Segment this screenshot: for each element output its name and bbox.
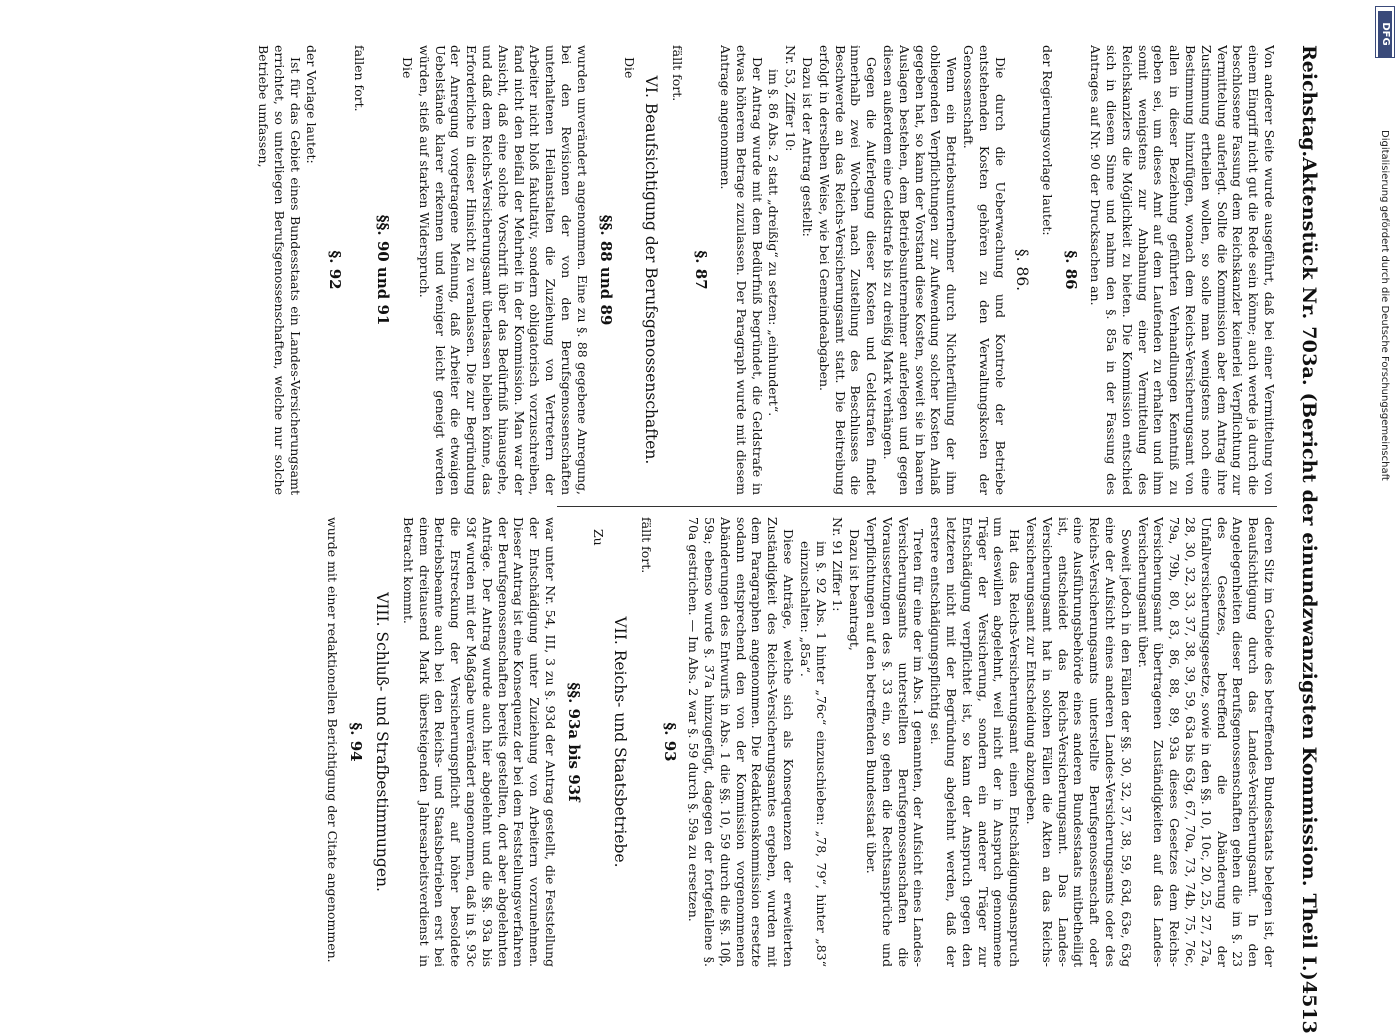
paragraph: Der Antrag wurde mit dem Bedürfniß begründet, die Geldstrafe in etwas höherem Betrage zuzulassen. Der Paragraph wurde mit diesem Antrage angenommen. [718, 45, 765, 495]
paragraph: Zu [590, 529, 606, 546]
paragraph: deren Sitz im Gebiete des betreffenden Bundesstaats belegen ist, der Beaufsichtigung durch das Landes-Versicherungsamt. In den Angelegenheiten dieser Berufsgenossenschaften gehen die im §. 23 des Gesetzes, betreffend die Abänderung der Unfallversicherungsgesetze, sowie in den §§. 10, 10c, 20, 25, 27, 27a, 28, 30, 32, 33, 37, 38, 39, 59, 63a bis 63g, 67, 70a, 73, 74b, 75, 76c, 79a, 79b, 80, 83, 86, 88, 89, 93a dieses Gesetzes dem Reichs-Versicherungsamt übertragenen Zuständigkeiten auf das Landes-Versicherungsamt über. [1135, 517, 1277, 967]
chapter-heading: VIII. Schluß- und Strafbestimmungen. [372, 592, 391, 892]
section-heading: §§. 90 und 91 [374, 214, 393, 326]
paragraph: Die [399, 57, 415, 79]
section-heading: §. 86 [1062, 250, 1081, 290]
credit-text: Digitalisierung gefördert durch die Deutsche Forschungsgemeinschaft [1379, 130, 1390, 481]
dfg-logo-text: DFG [1378, 11, 1392, 57]
paragraph: Soweit jedoch in den Fällen der §§. 30, 32, 37, 38, 59, 63d, 63e, 63g eine der Aufsicht eines anderen Landes-Versicherungsamts oder des Reichs-Versicherungsamts unterstellte Berufsgenossenschaft oder eine Ausführungsbehörde eines anderen Bundesstaats mitbetheiligt ist, entscheidet das Reichs-Versicherungsamt. Das Landes-Versicherungsamt hat in solchen Fällen die Akten an das Reichs-Versicherungsamt zur Entscheidung abzugeben. [1024, 517, 1134, 967]
paragraph: der Regierungsvorlage lautet: [1040, 45, 1056, 236]
paragraph: im §. 92 Abs. 1 hinter „76c“ einzuschieben: „78, 79“, hinter „83“ einzuschalten: „85a“. [797, 541, 829, 967]
rotated-page-content [85, 45, 1325, 1034]
paragraph: fällt fort. [638, 517, 654, 574]
page-number: 4513 [1298, 980, 1320, 1034]
paragraph: Die [622, 57, 638, 79]
chapter-heading: VII. Reichs- und Staatsbetriebe. [610, 616, 629, 868]
section-heading: §. 87 [692, 250, 711, 290]
paragraph: Treten für eine der im Abs. 1 genannten, der Aufsicht eines Landes-Versicherungsamts unterstellten Berufsgenossenschaften die Voraussetzungen des §. 33 ein, so gehen die Rechtsansprüche und Verpflichtungen auf den betreffenden Bundesstaat über. [864, 517, 927, 967]
paragraph: Die durch die Ueberwachung und Kontrole der Betriebe entstehenden Kosten gehören zu den Verwaltungskosten der Genossenschaft. [961, 45, 1008, 495]
paragraph: Wenn ein Betriebsunternehmer durch Nichterfüllung der ihm obliegenden Verpflichtungen zur Aufwendung solcher Kosten Anlaß gegeben hat, so kann der Vorstand diese Kosten, soweit sie in baaren Auslagen bestehen, dem Betriebsunternehmer auferlegen und gegen diesen außerdem eine Geldstrafe bis zu dreißig Mark verhängen. [881, 45, 960, 495]
right-column [97, 517, 1277, 967]
section-heading: §§. 93a bis 93f [564, 682, 583, 802]
paragraph: Dazu ist der Antrag gestellt: [800, 57, 816, 237]
section-heading: §§. 88 und 89 [596, 214, 615, 326]
paragraph: Gegen die Auferlegung dieser Kosten und Geldstrafen findet innerhalb zwei Wochen nach Zustellung des Beschlusses die Beschwerde an das Reichs-Versicherungsamt statt. Die Beitreibung erfolgt in derselben Weise, wie bei Gemeindeabgaben. [816, 45, 880, 495]
dfg-logo [1375, 6, 1395, 58]
paragraph: Hat das Reichs-Versicherungsamt einen Entschädigungsanspruch um deswillen abgelehnt, weil nicht der in Anspruch genommene Träger der Versicherung, sondern ein anderer Träger zur Entschädigung verpflichtet ist, so kann der Anspruch gegen den letzteren nicht mit der Begründung abgelehnt werden, daß der erstere entschädigungspflichtig sei. [928, 517, 1023, 967]
paragraph: fällt fort. [670, 45, 686, 102]
paragraph: Dazu ist beantragt, [847, 529, 863, 651]
section-heading: §. 92 [326, 250, 345, 290]
paragraph: der Vorlage lautet: [304, 45, 320, 164]
paragraph: im §. 86 Abs. 2 statt „dreißig“ zu setzen: „einhundert“. [766, 69, 782, 417]
paragraph: Nr. 53, Ziffer 10: [783, 45, 799, 152]
section-heading: §. 93 [660, 722, 679, 762]
paragraph: wurde mit einer redaktionellen Berichtigung der Citate angenommen. [324, 517, 340, 963]
page-header [1293, 45, 1325, 1034]
paragraph: Diese Anträge, welche sich als Konsequenzen der erweiterten Zuständigkeit des Reichs-Versicherungsamtes ergeben, wurden mit dem Paragraphen angenommen. Die Redaktionskommission ersetzte sodann entsprechend den von der Kommission vorgenommenen Abänderungen des Entwurfs in Abs. 1 die §§. 10, 59 durch die §§. 10β, 59a; ebenso wurde §. 37a hinzugefügt, dagegen der fortgefallene §. 70a gestrichen. — Im Abs. 2 war §. 59 durch §. 59a zu ersetzen. [686, 517, 797, 967]
section-subheading: §. 86. [1012, 248, 1031, 292]
paragraph: Ist für das Gebiet eines Bundesstaats ein Landes-Versicherungsamt errichtet, so unterliegen Berufsgenossenschaften, welche nur solche Betriebe umfassen, [255, 45, 303, 495]
left-column [97, 45, 1277, 495]
chapter-heading: VI. Beaufsichtigung der Berufsgenossenschaften. [642, 75, 661, 465]
digitization-credit [1374, 130, 1394, 970]
paragraph: Nr. 91 Ziffer 1: [830, 517, 846, 612]
paragraph: fallen fort. [352, 45, 368, 112]
column-divider [557, 506, 1277, 507]
paragraph: war unter Nr. 54, III, 3 zu §. 93d der Antrag gestellt, die Feststellung der Entschädigung unter Zuziehung von Arbeitern vorzunehmen. Dieser Antrag ist eine Konsequenz der bei dem Feststellungsverfahren der Berufsgenossenschaften bereits gestellten, dort aber abgelehnten Anträge. Der Antrag wurde auch hier abgelehnt und die §§. 93a bis 93f wurden mit der Maßgabe unverändert angenommen, daß in §. 93c die Erstreckung der Versicherungspflicht auf höher besoldete Betriebsbeamte auch bei den Reichs- und Staatsbetrieben erst bei einem dreitausend Mark übersteigenden Jahresarbeitsverdienst in Betracht kommt. [400, 517, 558, 967]
section-heading: §. 94 [346, 722, 365, 762]
paragraph: Von anderer Seite wurde ausgeführt, daß bei einer Vermittelung von einem Eingriff nicht gut die Rede sein könne; auch werde ja durch die beschlossene Fassung dem Reichskanzler keinerlei Verpflichtung zur Vermittelung auferlegt. Sollte die Kommission aber dem Antrag ihre Zustimmung ertheilen wollen, so solle man wenigstens noch eine Bestimmung hinzufügen, wonach dem Reichs-Versicherungsamt von allen in dieser Beziehung geführten Verhandlungen Kenntniß zu geben sei, um dieses Amt auf dem Laufenden zu erhalten und ihm somit wenigstens zur Anbahnung einer Vermittelung des Reichskanzlers die Möglichkeit zu bieten. Die Kommission entschied sich in diesem Sinne und nahm den §. 85a in der Fassung des Antrages auf Nr. 90 der Drucksachen an. [1088, 45, 1277, 495]
paragraph: wurden unverändert angenommen. Eine zu §. 88 gegebene Anregung, bei den Revisionen der von den Berufsgenossenschaften unterhaltenen Heilanstalten die Zuziehung von Vertretern der Arbeiter nicht bloß fakultativ, sondern obligatorisch vorzuschreiben, fand nicht den Beifall der Mehrheit in der Kommission. Man war der Ansicht, daß eine solche Vorschrift über das Bedürfniß hinausgehe, und daß dem Reichs-Versicherungsamt überlassen bleiben könne, das Erforderliche in dieser Hinsicht zu veranlassen. Die zur Begründung der Anregung vorgetragene Meinung, daß Arbeiter die etwaigen Uebelstände klarer erkennen und weniger leicht geneigt werden würden, stieß auf starken Widerspruch. [416, 45, 590, 495]
header-left: Reichstag. [1298, 45, 1320, 158]
header-title: Aktenstück Nr. 703a. (Bericht der einundzwanzigsten Kommission. Theil I.) [1298, 157, 1320, 981]
